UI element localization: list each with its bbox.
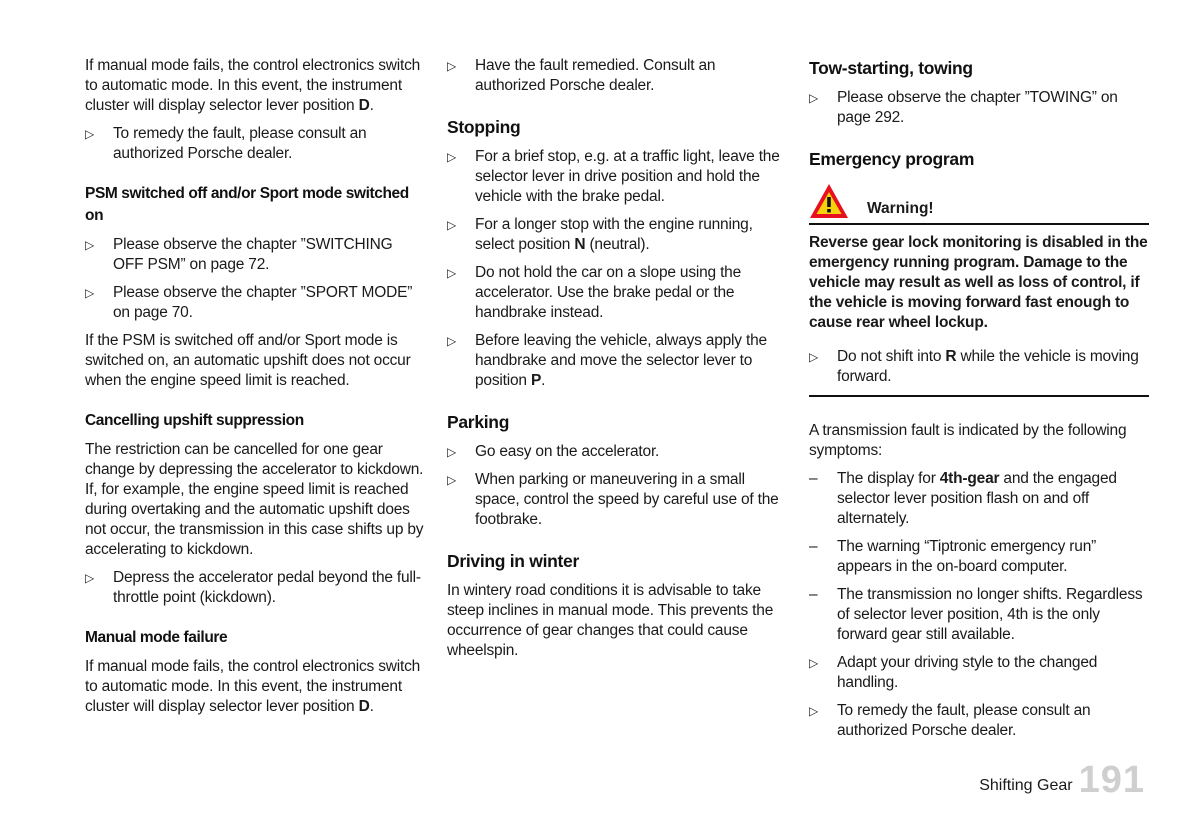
list-item: ▷ To remedy the fault, please consult an authorized Porsche dealer. — [85, 125, 367, 162]
section-heading-towing: Tow-starting, towing — [809, 58, 973, 78]
column-2 — [447, 56, 787, 669]
list-item: ▷ Before leaving the vehicle, always apply the handbrake and move the selector lever to position P. — [447, 332, 767, 389]
page-number: 191 — [1078, 759, 1145, 801]
symptom-item: – The display for 4th-gear and the engaged selector lever position flash on and off alternately. — [809, 470, 1117, 527]
bullet-icon: ▷ — [447, 59, 457, 73]
list-item: ▷ Do not shift into R while the vehicle is moving forward. — [809, 348, 1139, 385]
list-item: ▷ Have the fault remedied. Consult an authorized Porsche dealer. — [447, 57, 716, 94]
bullet-icon: ▷ — [447, 266, 457, 280]
bullet-icon: ▷ — [85, 571, 95, 585]
warning-top-rule — [809, 223, 1149, 225]
bullet-icon: ▷ — [809, 704, 819, 718]
bullet-icon: ▷ — [85, 286, 95, 300]
symptoms-intro: A transmission fault is indicated by the following symptoms: — [809, 422, 1127, 459]
section-heading-stopping: Stopping — [447, 117, 521, 137]
psm-paragraph: If the PSM is switched off and/or Sport mode is switched on, an automatic upshift does not occur when the engine speed limit is reached. — [85, 332, 411, 389]
winter-paragraph: In wintery road conditions it is advisable to take steep inclines in manual mode. This prevents the occurrence of gear changes that could cause wheelspin. — [447, 582, 774, 659]
list-item: ▷ Depress the accelerator pedal beyond the full-throttle point (kickdown). — [85, 569, 421, 606]
intro-paragraph: If manual mode fails, the control electronics switch to automatic mode. In this event, the instrument cluster will display selector lever position D. — [85, 57, 421, 114]
bullet-icon: ▷ — [809, 656, 819, 670]
dash-marker: – — [809, 538, 818, 555]
bullet-icon: ▷ — [447, 218, 457, 232]
column-3 — [809, 56, 1149, 749]
list-item: ▷ Please observe the chapter ”TOWING” on page 292. — [809, 89, 1118, 126]
section-label: Shifting Gear — [979, 777, 1073, 794]
section-heading-winter: Driving in winter — [447, 551, 579, 571]
section-heading-manual: Manual mode failure — [85, 629, 228, 646]
list-item: ▷ For a brief stop, e.g. at a traffic light, leave the selector lever in drive position and hold the vehicle with the brake pedal. — [447, 148, 780, 205]
list-item: ▷ Please observe the chapter ”SPORT MODE” on page 70. — [85, 284, 413, 321]
bullet-icon: ▷ — [447, 150, 457, 164]
bullet-icon: ▷ — [447, 334, 457, 348]
section-heading-parking: Parking — [447, 412, 510, 432]
warning-text: Reverse gear lock monitoring is disabled in the emergency running program. Damage to the vehicle may result as well as loss of control, if the vehicle is moving forward fast enough to cause rear wheel lockup. — [809, 234, 1148, 331]
warning-header — [809, 179, 1149, 223]
bullet-icon: ▷ — [85, 127, 95, 141]
bullet-icon: ▷ — [809, 91, 819, 105]
list-item: ▷ Do not hold the car on a slope using the accelerator. Use the brake pedal or the handbrake instead. — [447, 264, 742, 321]
dash-marker: – — [809, 470, 818, 487]
manual-paragraph: If manual mode fails, the control electronics switch to automatic mode. In this event, the instrument cluster will display selector lever position D. — [85, 658, 421, 715]
bullet-icon: ▷ — [85, 238, 95, 252]
list-item: ▷ When parking or maneuvering in a small space, control the speed by careful use of the footbrake. — [447, 471, 779, 528]
section-heading-emergency: Emergency program — [809, 149, 975, 169]
list-item: ▷ Go easy on the accelerator. — [447, 443, 660, 460]
list-item: ▷ For a longer stop with the engine running, select position N (neutral). — [447, 216, 753, 253]
list-item: ▷ Please observe the chapter ”SWITCHING OFF PSM” on page 72. — [85, 236, 393, 273]
cancel-paragraph: The restriction can be cancelled for one gear change by depressing the accelerator to kickdown. If, for example, the engine speed limit is reached during overtaking and the automatic upshift does not occur, the transmission in this case shifts up by accelerating to kickdown. — [85, 441, 424, 558]
bullet-icon: ▷ — [447, 473, 457, 487]
bullet-icon: ▷ — [809, 350, 819, 364]
warning-title: Warning! — [867, 200, 934, 217]
page-footer — [979, 758, 1145, 802]
section-heading-cancelling: Cancelling upshift suppression — [85, 412, 304, 429]
column-1 — [85, 56, 425, 725]
bullet-icon: ▷ — [447, 445, 457, 459]
warning-triangle-icon — [809, 183, 849, 219]
section-heading-psm: PSM switched off and/or Sport mode switched on — [85, 185, 409, 224]
list-item: ▷ To remedy the fault, please consult an authorized Porsche dealer. — [809, 702, 1091, 739]
symptom-item: – The transmission no longer shifts. Regardless of selector lever position, 4th is the only forward gear still available. — [809, 586, 1143, 643]
list-item: ▷ Adapt your driving style to the changed handling. — [809, 654, 1098, 691]
dash-marker: – — [809, 586, 818, 603]
symptom-item: – The warning “Tiptronic emergency run” appears in the on-board computer. — [809, 538, 1097, 575]
